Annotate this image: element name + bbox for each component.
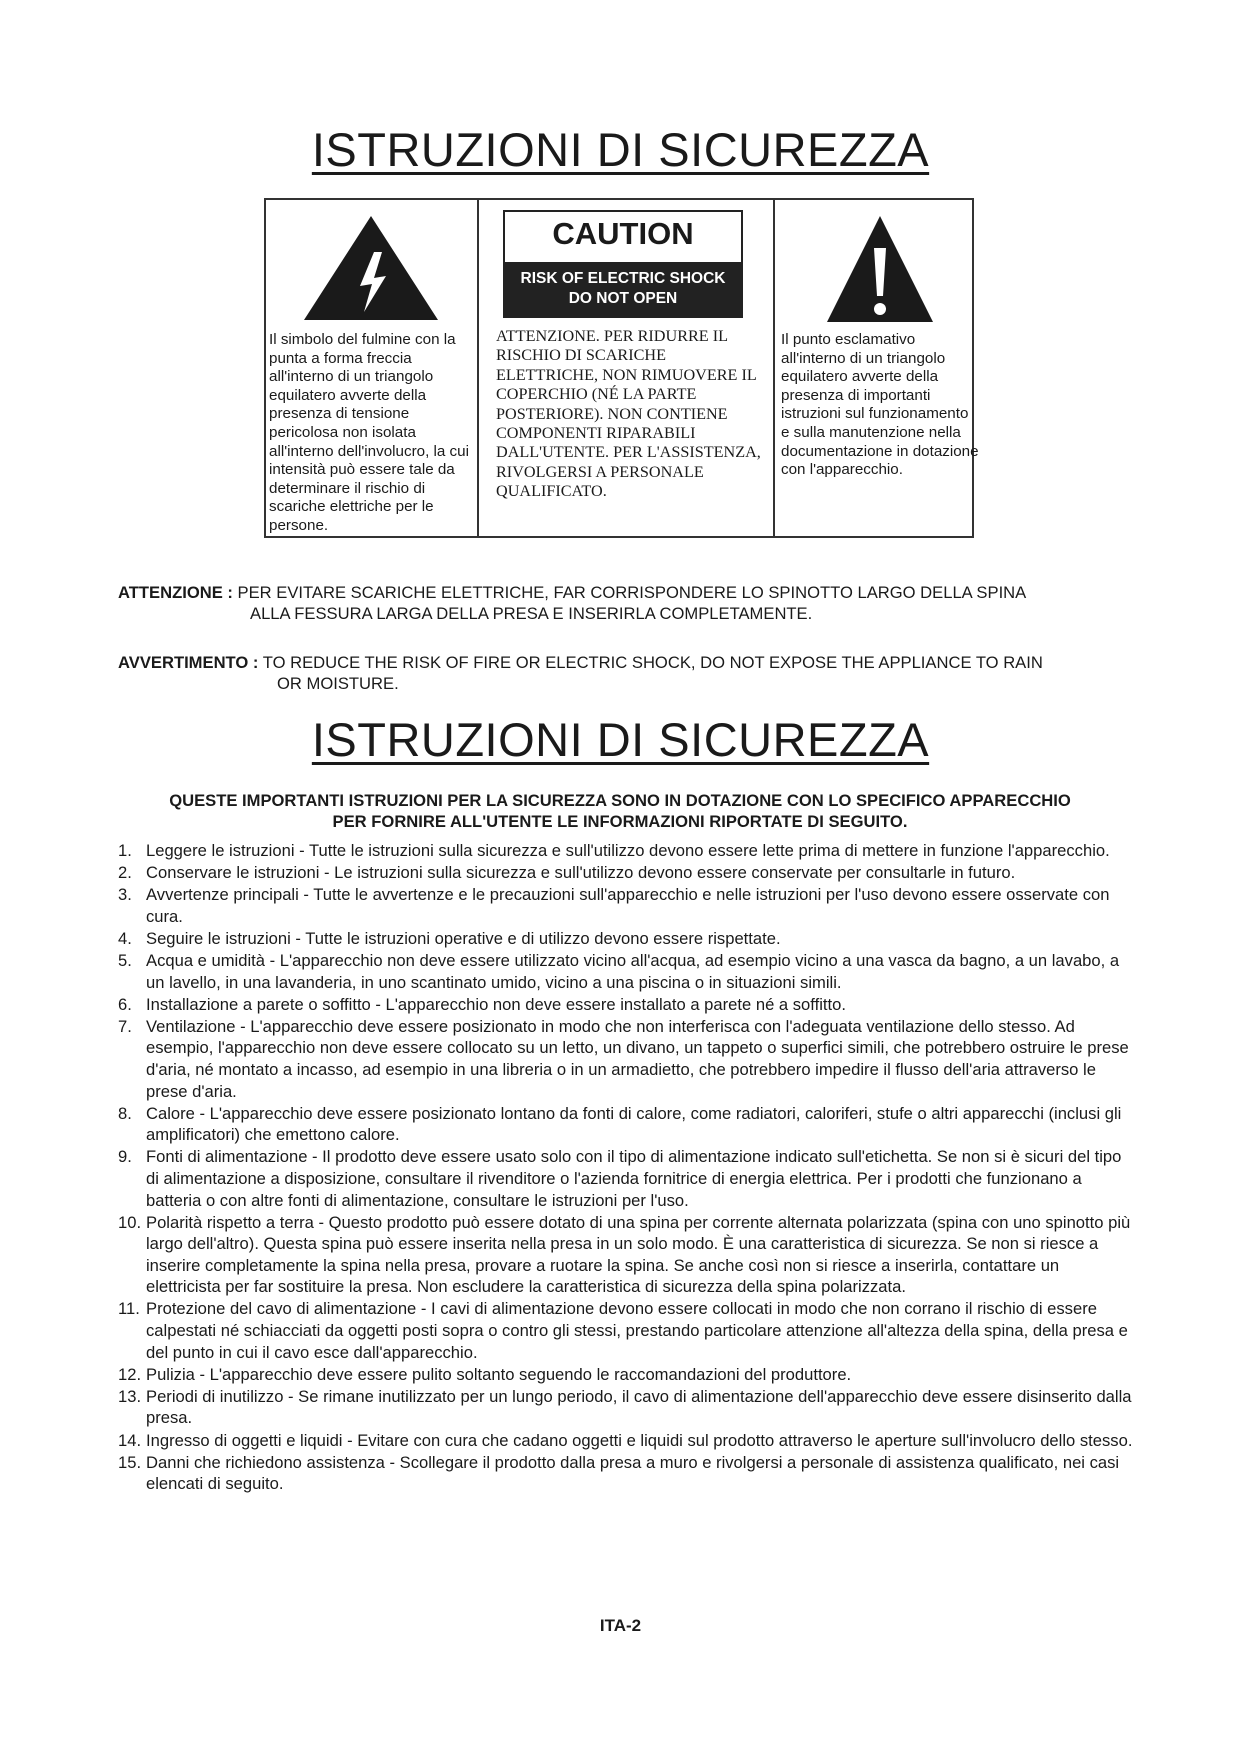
instruction-item xyxy=(118,1452,1133,1495)
caution-line-2: DO NOT OPEN xyxy=(568,290,678,307)
caution-column xyxy=(479,200,775,536)
instruction-number: 11. xyxy=(118,1299,140,1319)
instruction-item xyxy=(118,928,1133,950)
instruction-number: 6. xyxy=(118,994,132,1014)
avvertimento-line-1: TO REDUCE THE RISK OF FIRE OR ELECTRIC SHOCK, DO NOT EXPOSE THE APPLIANCE TO RAIN xyxy=(262,653,1043,672)
safety-symbols-panel xyxy=(264,198,979,538)
instruction-number: 3. xyxy=(118,885,132,905)
instruction-number: 14. xyxy=(118,1430,142,1450)
exclamation-warning-triangle-icon xyxy=(825,214,935,324)
avvertimento-line-2: OR MOISTURE. xyxy=(277,674,399,693)
instruction-text: Calore - L'apparecchio deve essere posizionato lontano da fonti di calore, come radiatori, caloriferi, stufe o altri apparecchi (inclusi gli amplificatori) che emettono calore. xyxy=(146,1103,1122,1145)
instruction-item xyxy=(118,1016,1133,1102)
instruction-number: 5. xyxy=(118,950,132,970)
instruction-item xyxy=(118,1430,1133,1452)
caution-label xyxy=(503,210,743,318)
instruction-item xyxy=(118,994,1133,1016)
instruction-item xyxy=(118,1364,1133,1386)
instruction-item xyxy=(118,862,1133,884)
instruction-item xyxy=(118,1386,1133,1429)
lightning-symbol-description: Il simbolo del fulmine con la punta a forma freccia all'interno di un triangolo equilatero avverte della presenza di tensione pericolosa non isolata all'interno dell'involucro, la cui intensità può essere tale da determinare il rischio di scariche elettriche per le persone. xyxy=(269,331,469,534)
instruction-number: 8. xyxy=(118,1103,132,1123)
instruction-text: Protezione del cavo di alimentazione - I cavi di alimentazione devono essere collocati in modo che non corrano il rischio di essere calpestati né schiacciati da oggetti posti sopra o contro gli stessi, prestando particolare attenzione all'altezza della spina, della presa e del punto in cui il cavo esce dall'apparecchio. xyxy=(146,1299,1128,1362)
instruction-item xyxy=(118,884,1133,927)
instruction-number: 2. xyxy=(118,863,132,883)
instruction-text: Fonti di alimentazione - Il prodotto deve essere usato solo con il tipo di alimentazione indicato sull'etichetta. Se non si è sicuri del tipo di alimentazione a disposizione, consultare il rivenditore o l'azienda fornitrice di energia elettrica. Per i prodotti che funzionano a batteria o con altre fonti di alimentazione, consultare le istruzioni per l'uso. xyxy=(146,1147,1122,1210)
instruction-text: Periodi di inutilizzo - Se rimane inutilizzato per un lungo periodo, il cavo di alimentazione dell'apparecchio deve essere disinserito dalla presa. xyxy=(146,1386,1132,1428)
instruction-number: 9. xyxy=(118,1147,132,1167)
instruction-number: 12. xyxy=(118,1364,142,1384)
instruction-text: Conservare le istruzioni - Le istruzioni sulla sicurezza e sull'utilizzo devono essere conservate per consultarle in futuro. xyxy=(146,863,1016,883)
instruction-text: Acqua e umidità - L'apparecchio non deve essere utilizzato vicino all'acqua, ad esempio vicino a una vasca da bagno, a un lavabo, a un lavello, in una lavanderia, in uno scantinato umido, vicino a una piscina o in situazioni simili. xyxy=(146,950,1120,992)
instruction-item xyxy=(118,1298,1133,1363)
instruction-text: Seguire le istruzioni - Tutte le istruzioni operative e di utilizzo devono essere rispettate. xyxy=(146,928,781,948)
instruction-item xyxy=(118,1103,1133,1146)
instruction-text: Ventilazione - L'apparecchio deve essere posizionato in modo che non interferisca con l'adeguata ventilazione dello stesso. Ad esempio, l'apparecchio non deve essere collocato su un letto, un divano, un tappeto o superfici simili, che potrebbero ostruire le prese d'aria, né montato a incasso, ad esempio in una libreria o in un armadietto, che potrebbero impedire il flusso dell'aria attraverso le prese d'aria. xyxy=(146,1016,1129,1101)
intro-line-2: PER FORNIRE ALL'UTENTE LE INFORMAZIONI RIPORTATE DI SEGUITO. xyxy=(332,812,908,831)
caution-description: ATTENZIONE. PER RIDURRE IL RISCHIO DI SCARICHE ELETTRICHE, NON RIMUOVERE IL COPERCHIO (NÉ LA PARTE POSTERIORE). NON CONTIENE COMPONENTI RIPARABILI DALL'UTENTE. PER L'ASSISTENZA, RIVOLGERSI A PERSONALE QUALIFICATO. xyxy=(496,327,761,501)
instruction-number: 10. xyxy=(118,1212,142,1232)
instruction-text: Pulizia - L'apparecchio deve essere pulito soltanto seguendo le raccomandazioni del produttore. xyxy=(146,1364,852,1384)
attenzione-warning xyxy=(118,582,1148,624)
instruction-text: Installazione a parete o soffitto - L'apparecchio non deve essere installato a parete né a soffitto. xyxy=(146,994,846,1014)
caution-title: CAUTION xyxy=(552,216,694,251)
avvertimento-warning xyxy=(118,652,1148,694)
instructions-list xyxy=(118,840,1133,1495)
caution-line-1: RISK OF ELECTRIC SHOCK xyxy=(520,270,726,287)
instruction-item xyxy=(118,1146,1133,1211)
attenzione-line-2: ALLA FESSURA LARGA DELLA PRESA E INSERIRLA COMPLETAMENTE. xyxy=(250,604,813,623)
page-number: ITA-2 xyxy=(599,1616,642,1635)
attenzione-line-1: PER EVITARE SCARICHE ELETTRICHE, FAR CORRISPONDERE LO SPINOTTO LARGO DELLA SPINA xyxy=(237,583,1027,602)
instruction-item xyxy=(118,1212,1133,1298)
lightning-warning-triangle-icon xyxy=(302,214,440,322)
instruction-text: Polarità rispetto a terra - Questo prodotto può essere dotato di una spina per corrente alternata polarizzata (spina con uno spinotto più largo dell'altro). Questa spina può essere inserita nella presa in un solo modo. È una caratteristica di sicurezza. Se non si riesce a inserire completamente la spina nella presa, provare a ruotare la spina. Se anche così non si riesce a inserirla, contattare un elettricista per far sostituire la presa. Non escludere la caratteristica di sicurezza della spina polarizzata. xyxy=(146,1212,1131,1297)
caution-band xyxy=(505,262,741,316)
instruction-number: 7. xyxy=(118,1016,132,1036)
instruction-number: 1. xyxy=(118,841,132,860)
intro-line-1: QUESTE IMPORTANTI ISTRUZIONI PER LA SICUREZZA SONO IN DOTAZIONE CON LO SPECIFICO APPARECCHIO xyxy=(169,791,1071,810)
exclamation-symbol-description: Il punto esclamativo all'interno di un triangolo equilatero avverte della presenza di importanti istruzioni sul funzionamento e sulla manutenzione nella documentazione in dotazione con l'apparecchio. xyxy=(781,331,979,479)
attenzione-label: ATTENZIONE : xyxy=(118,583,233,602)
instruction-item xyxy=(118,840,1133,862)
page-title: ISTRUZIONI DI SICUREZZA xyxy=(311,123,930,176)
instruction-item xyxy=(118,950,1133,993)
instruction-text: Ingresso di oggetti e liquidi - Evitare con cura che cadano oggetti e liquidi sul prodotto attraverso le aperture sull'involucro dello stesso. xyxy=(146,1430,1133,1450)
lightning-symbol-column xyxy=(266,200,479,536)
instruction-number: 4. xyxy=(118,928,132,948)
instruction-text: Leggere le istruzioni - Tutte le istruzioni sulla sicurezza e sull'utilizzo devono essere lette prima di mettere in funzione l'apparecchio. xyxy=(146,841,1110,860)
instruction-text: Avvertenze principali - Tutte le avvertenze e le precauzioni sull'apparecchio e nelle istruzioni per l'uso devono essere osservate con cura. xyxy=(146,885,1110,926)
instruction-number: 13. xyxy=(118,1386,142,1406)
exclamation-symbol-column xyxy=(775,200,979,536)
avvertimento-label: AVVERTIMENTO : xyxy=(118,653,259,672)
section-title: ISTRUZIONI DI SICUREZZA xyxy=(311,713,930,766)
instructions-intro xyxy=(110,790,1130,832)
instruction-text: Danni che richiedono assistenza - Scollegare il prodotto dalla presa a muro e rivolgersi a personale di assistenza qualificato, nei casi elencati di seguito. xyxy=(146,1452,1120,1494)
instruction-number: 15. xyxy=(118,1452,142,1472)
